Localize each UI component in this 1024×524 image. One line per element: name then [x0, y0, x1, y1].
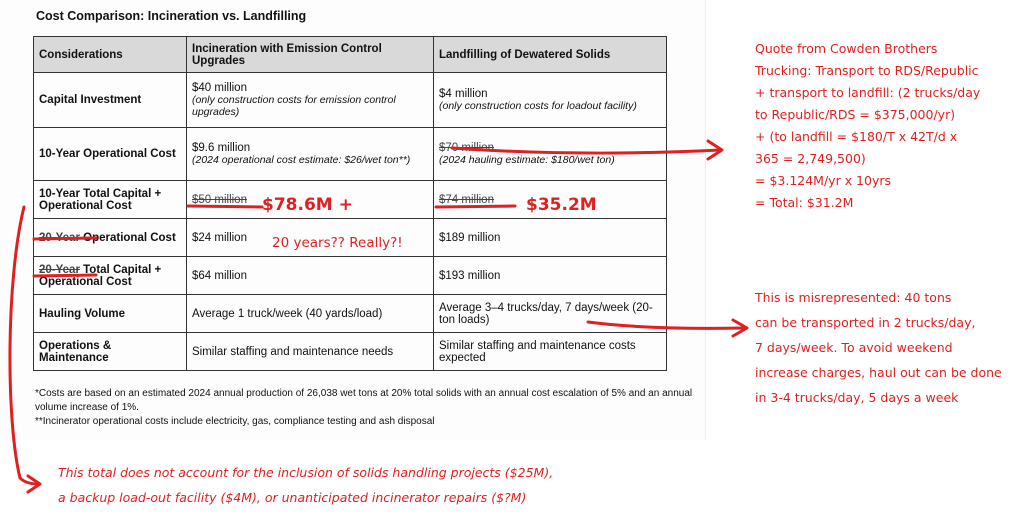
row-label [34, 257, 187, 295]
row-label-struck: 20-Year [39, 231, 80, 244]
landfilling-cell: $193 million [434, 257, 667, 295]
annotation-misrepresented [755, 285, 1002, 410]
table-row [34, 295, 667, 333]
footnotes [35, 387, 695, 429]
table-row [34, 333, 667, 371]
arrow-to-quote-head [708, 141, 722, 159]
header-considerations: Considerations [34, 37, 187, 73]
table-row [34, 128, 667, 181]
footnote-incinerator: **Incinerator operational costs include electricity, gas, compliance testing and ash disposal [35, 416, 435, 427]
footnote-costs: *Costs are based on an estimated 2024 annual production of 26,038 wet tons at 20% total solids with an annual cost escalation of 5% and an annual volume increase of 1%. [35, 388, 693, 413]
cell-value: $4 million [439, 88, 488, 100]
landfilling-cell: Similar staffing and maintenance costs expected [434, 333, 667, 371]
quote-line: Quote from Cowden Brothers [755, 41, 938, 56]
arrow-to-misrep-head [733, 320, 747, 336]
misrep-line: increase charges, haul out can be done [755, 365, 1002, 380]
table-row [34, 73, 667, 128]
cell-note: (only construction costs for emission control upgrades) [192, 94, 396, 118]
misrep-line: This is misrepresented: 40 tons [755, 290, 952, 305]
table-header-row [34, 37, 667, 73]
annotation-twenty-years: 20 years?? Really?! [272, 235, 403, 251]
incineration-cell: Average 1 truck/week (40 yards/load) [187, 295, 434, 333]
row-label-rest: Total Capital + Operational Cost [39, 263, 162, 288]
arrow-down-left-head [28, 476, 40, 492]
cell-note: (2024 operational cost estimate: $26/wet ton**) [192, 154, 411, 166]
misrep-line: 7 days/week. To avoid weekend [755, 340, 953, 355]
landfilling-cell: $189 million [434, 219, 667, 257]
incineration-cell: $64 million [187, 257, 434, 295]
quote-line: = $3.124M/yr x 10yrs [755, 173, 892, 188]
cell-value-struck: $50 million [192, 193, 247, 206]
row-label-rest: Operational Cost [79, 231, 176, 244]
header-incineration: Incineration with Emission Control Upgrades [187, 37, 434, 73]
incineration-cell: $24 million [187, 219, 434, 257]
quote-line: + (to landfill = $180/T x 42T/d x [755, 129, 958, 144]
misrep-line: in 3-4 trucks/day, 5 days a week [755, 390, 959, 405]
table-row [34, 257, 667, 295]
bottom-line: a backup load-out facility ($4M), or unanticipated incinerator repairs ($?M) [58, 490, 527, 505]
cell-note: (only construction costs for loadout facility) [439, 100, 637, 112]
cell-value-struck: $70 million [439, 142, 494, 154]
quote-line: = Total: $31.2M [755, 195, 854, 210]
cell-note: (2024 hauling estimate: $180/wet ton) [439, 154, 615, 166]
landfilling-cell: Average 3–4 trucks/day, 7 days/week (20-ton loads) [434, 295, 667, 333]
incineration-cell: Similar staffing and maintenance needs [187, 333, 434, 371]
row-label: Operations & Maintenance [34, 333, 187, 371]
annotation-land-total: $35.2M [526, 195, 597, 215]
cell-value: $40 million [192, 82, 247, 94]
row-label [34, 219, 187, 257]
incineration-cell [187, 73, 434, 128]
row-label: Capital Investment [34, 73, 187, 128]
incineration-cell [187, 128, 434, 181]
row-label: 10-Year Total Capital + Operational Cost [34, 181, 187, 219]
document-title: Cost Comparison: Incineration vs. Landfilling [36, 9, 307, 23]
landfilling-cell [434, 128, 667, 181]
quote-line: Trucking: Transport to RDS/Republic [755, 63, 979, 78]
row-label-struck: 20-Year [39, 263, 80, 276]
header-landfilling: Landfilling of Dewatered Solids [434, 37, 667, 73]
quote-line: + transport to landfill: (2 trucks/day [755, 85, 981, 100]
row-label: 10-Year Operational Cost [34, 128, 187, 181]
bottom-line: This total does not account for the inclusion of solids handling projects ($25M), [58, 465, 554, 480]
misrep-line: can be transported in 2 trucks/day, [755, 315, 976, 330]
annotation-bottom-note [58, 460, 553, 510]
cell-value: $9.6 million [192, 142, 251, 154]
quote-line: to Republic/RDS = $375,000/yr) [755, 107, 956, 122]
row-label: Hauling Volume [34, 295, 187, 333]
cell-value-struck: $74 million [439, 193, 494, 206]
annotation-trucking-quote [755, 38, 980, 214]
landfilling-cell [434, 73, 667, 128]
quote-line: 365 = 2,749,500) [755, 151, 866, 166]
annotation-inc-total: $78.6M + [262, 195, 353, 215]
